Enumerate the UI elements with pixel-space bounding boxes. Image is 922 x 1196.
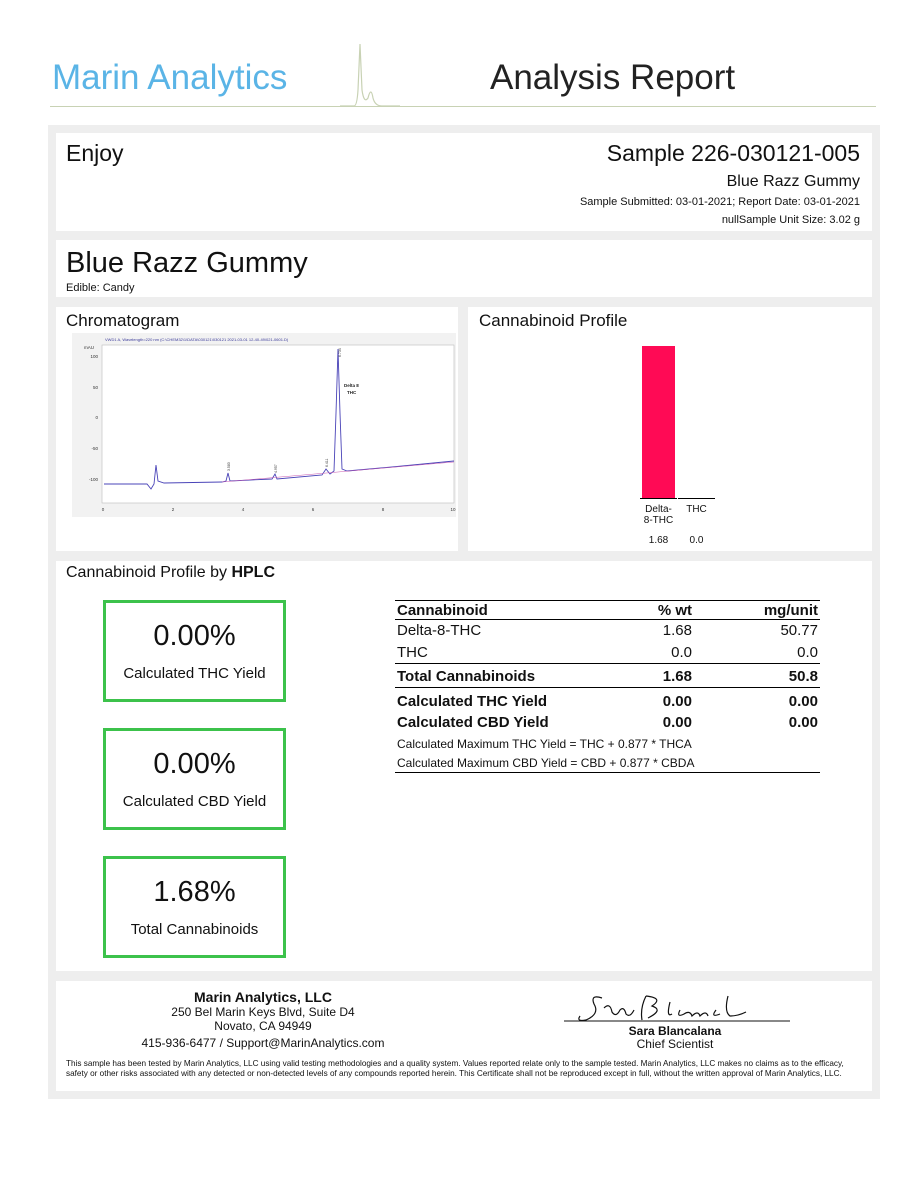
yield-label: Calculated THC Yield — [397, 693, 548, 710]
report-header — [0, 0, 922, 112]
chromatogram-plot — [72, 333, 456, 517]
header-cannabinoid: Cannabinoid — [397, 602, 488, 619]
brand-name: Marin Analytics — [52, 58, 288, 97]
profile-chart-title: Cannabinoid Profile — [479, 311, 628, 330]
cannabinoid-bar-chart — [600, 334, 750, 550]
client-name: Enjoy — [66, 140, 124, 166]
header-divider — [50, 106, 876, 107]
product-name: Blue Razz Gummy — [66, 247, 308, 279]
table-header-row — [395, 600, 820, 620]
metric-thc-yield — [103, 600, 286, 702]
sample-id: Sample 226-030121-005 — [606, 140, 860, 166]
table-total-row — [395, 664, 820, 688]
formula-row — [395, 753, 820, 773]
table-row — [395, 642, 820, 664]
x-tick: 10 — [450, 507, 456, 512]
bar-delta-8-thc — [642, 346, 675, 498]
sample-unit-size: nullSample Unit Size: 3.02 g — [721, 214, 860, 226]
table-yield-row — [395, 691, 820, 712]
yield-pct: 0.00 — [662, 693, 692, 710]
metric-label: Calculated CBD Yield — [122, 793, 267, 810]
peak-label-delta8: Delta 8 — [344, 383, 359, 388]
x-tick: 8 — [381, 507, 385, 512]
metric-label: Total Cannabinoids — [130, 921, 259, 938]
x-tick: 4 — [241, 507, 245, 512]
company-contact: 415-936-6477 / Support@MarinAnalytics.com — [141, 1036, 385, 1050]
y-tick: 100 — [90, 354, 98, 359]
sample-dates: Sample Submitted: 03-01-2021; Report Date: 03-01-2021 — [579, 196, 860, 208]
company-address-line1: 250 Bel Marin Keys Blvd, Suite D4 — [171, 1005, 355, 1019]
category-label: 8-THC — [643, 515, 674, 526]
formula-thc: Calculated Maximum THC Yield = THC + 0.877 * THCA — [397, 737, 692, 751]
results-table — [395, 600, 820, 773]
peak-rt-main: 6.734 — [338, 348, 342, 357]
header-pct-wt: % wt — [657, 602, 692, 619]
cell-mg: 50.77 — [780, 622, 818, 639]
company-address-line2: Novato, CA 94949 — [214, 1019, 312, 1033]
cell-name: THC — [397, 644, 428, 661]
x-tick: 0 — [101, 507, 105, 512]
metric-value: 0.00% — [153, 748, 236, 780]
peak-rt: 3.583 — [227, 462, 231, 471]
chromatogram-header: VWD1 A, Wavelength=220 nm (C:\CHEM32\1\DATA\030121\030121 2021-03-01 12-40-49\021-0601.D) — [105, 337, 289, 342]
cell-name: Delta-8-THC — [397, 622, 482, 639]
category-label: Delta- — [645, 504, 672, 515]
value-label: 1.68 — [648, 535, 669, 546]
y-tick: -100 — [88, 477, 98, 482]
peak-rt: 6.411 — [325, 458, 329, 467]
metric-label: Calculated THC Yield — [123, 665, 266, 682]
value-label: 0.0 — [689, 535, 704, 546]
metric-total-cannabinoids — [103, 856, 286, 958]
sample-name: Blue Razz Gummy — [726, 173, 860, 190]
hplc-title-prefix: Cannabinoid Profile by — [66, 564, 232, 581]
y-tick: 0 — [95, 415, 98, 420]
total-label: Total Cannabinoids — [397, 668, 536, 685]
x-tick: 6 — [311, 507, 315, 512]
disclaimer-text: This sample has been tested by Marin Analytics, LLC using valid testing methodologies and a quality system. Values reported relate only to the sample tested. Marin Analytics, LLC makes no claims as to the efficacy, safety or other risks associated with any detected or non-detected levels of any compounds reported herein. This Certificate shall not be reproduced except in full, without the written approval of Marin Analytics, LLC. — [66, 1059, 844, 1078]
category-label: THC — [686, 504, 707, 515]
product-category: Edible: Candy — [66, 282, 135, 294]
metric-value: 1.68% — [153, 876, 236, 908]
y-tick: -50 — [91, 446, 98, 451]
cell-pct: 0.0 — [671, 644, 692, 661]
metric-cbd-yield — [103, 728, 286, 830]
formula-cbd: Calculated Maximum CBD Yield = CBD + 0.877 * CBDA — [397, 756, 695, 770]
formula-row — [395, 733, 820, 753]
yield-pct: 0.00 — [662, 714, 692, 731]
total-mg: 50.8 — [788, 668, 818, 685]
y-tick: 50 — [92, 385, 98, 390]
yield-mg: 0.00 — [788, 714, 818, 731]
signer-name: Sara Blancalana — [628, 1024, 722, 1038]
x-tick: 2 — [171, 507, 175, 512]
yield-mg: 0.00 — [788, 693, 818, 710]
yield-label: Calculated CBD Yield — [397, 714, 549, 731]
chromatogram-title: Chromatogram — [66, 311, 180, 330]
signature-image — [560, 988, 792, 1028]
chromatogram-peak-logo — [340, 40, 400, 110]
peak-rt: 4.957 — [274, 464, 278, 473]
signer-title: Chief Scientist — [636, 1037, 714, 1051]
hplc-title — [66, 564, 275, 582]
header-mg-unit: mg/unit — [763, 602, 818, 619]
cell-pct: 1.68 — [662, 622, 692, 639]
peak-label-thc: THC — [347, 390, 357, 395]
chromatogram-y-unit: mAU — [84, 345, 94, 350]
cell-mg: 0.0 — [797, 644, 818, 661]
report-title: Analysis Report — [490, 58, 736, 97]
company-name: Marin Analytics, LLC — [194, 989, 332, 1005]
metric-value: 0.00% — [153, 620, 236, 652]
table-row — [395, 620, 820, 642]
total-pct: 1.68 — [662, 668, 692, 685]
table-yield-row — [395, 712, 820, 733]
hplc-title-method: HPLC — [231, 564, 275, 581]
